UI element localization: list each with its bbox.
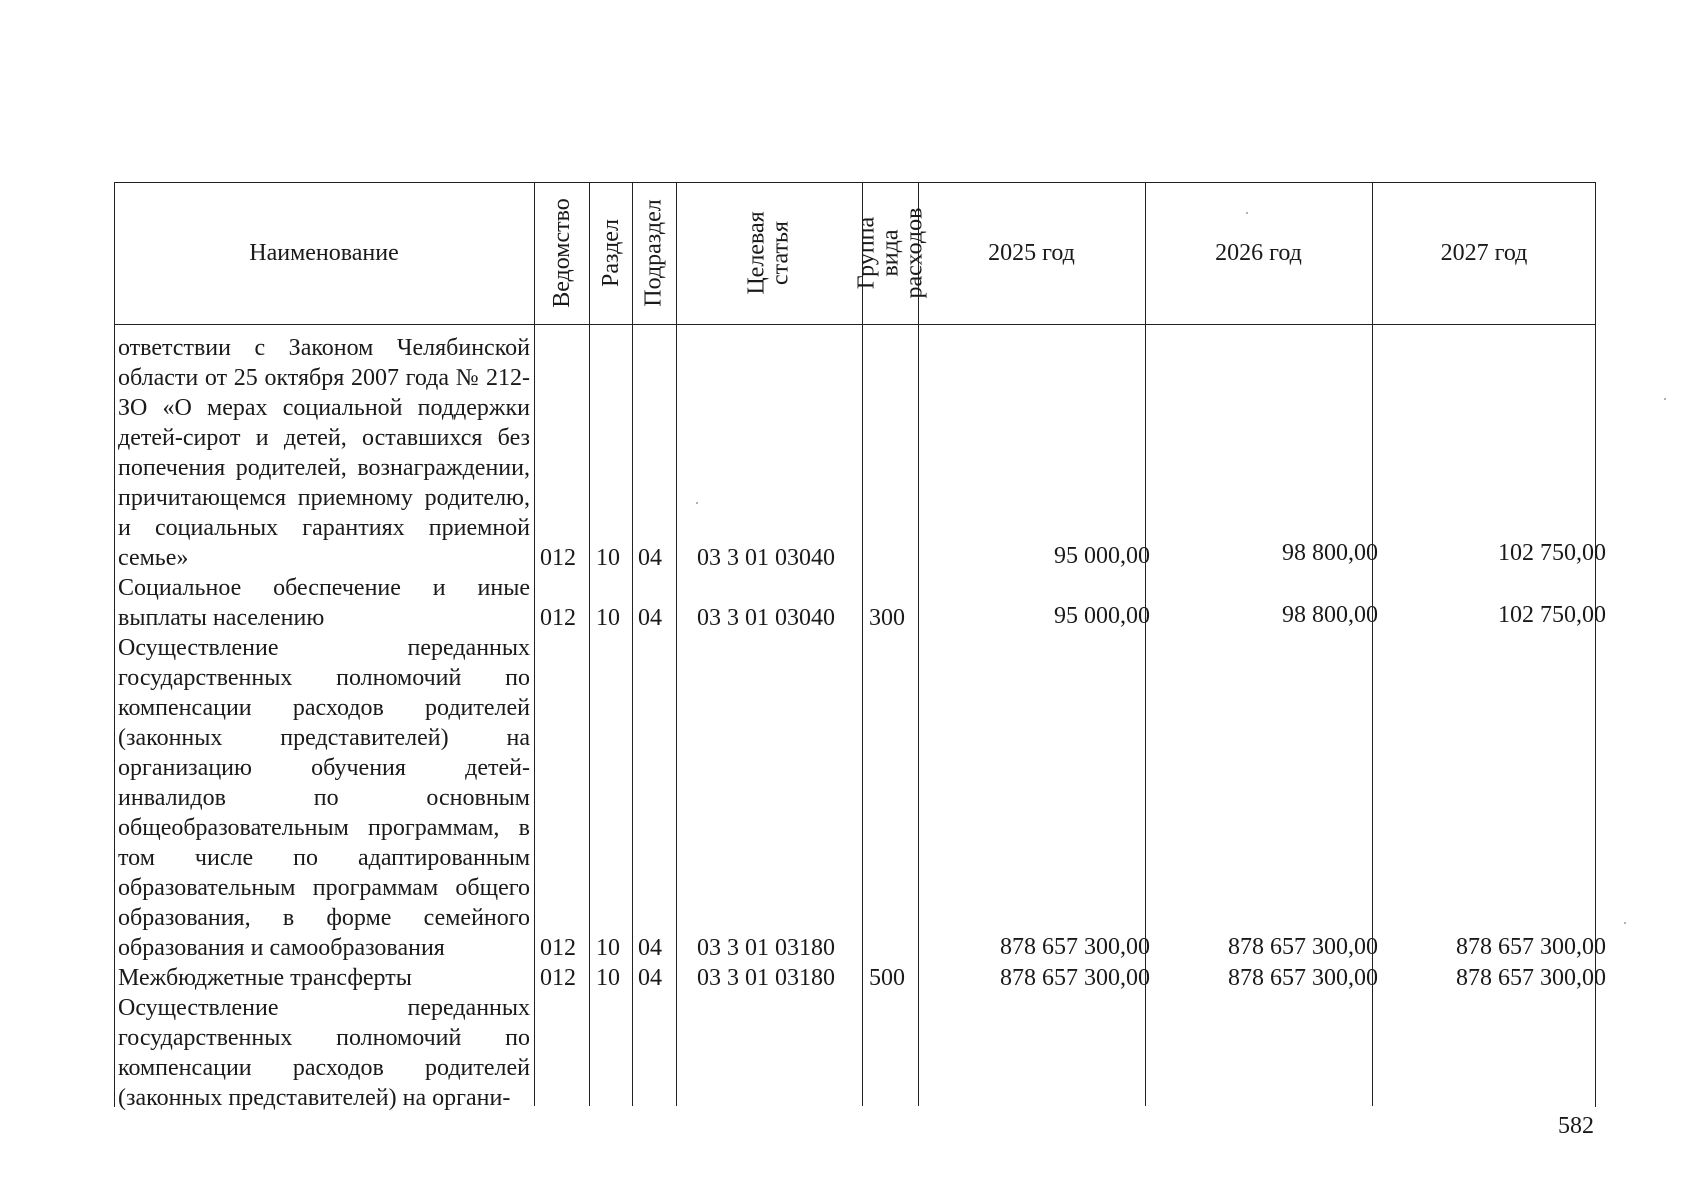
cell-gruppa: 300 bbox=[869, 605, 905, 631]
header-razdel: Раздел bbox=[597, 219, 624, 287]
cell-2027: 102 750,00 bbox=[1498, 540, 1606, 566]
table-row bbox=[114, 333, 1606, 573]
header-gruppa-vida: Группа вида расходов bbox=[853, 207, 927, 299]
cell-celevaya: 03 3 01 03040 bbox=[697, 545, 835, 571]
cell-2026: 878 657 300,00 bbox=[1228, 934, 1378, 960]
cell-razdel: 10 bbox=[596, 935, 620, 961]
cell-razdel: 10 bbox=[596, 545, 620, 571]
cell-vedomstvo: 012 bbox=[540, 935, 576, 961]
header-2026: 2026 год bbox=[1215, 239, 1302, 266]
page-number: 582 bbox=[1558, 1113, 1594, 1139]
cell-2027: 878 657 300,00 bbox=[1456, 965, 1606, 991]
table-row bbox=[114, 993, 1596, 1111]
cell-2026: 98 800,00 bbox=[1282, 540, 1378, 566]
table-row bbox=[114, 963, 1606, 993]
cell-podrazdel: 04 bbox=[638, 965, 662, 991]
header-podrazdel: Подраздел bbox=[641, 199, 668, 307]
row-name: Социальное обеспечение и иные выплаты населению bbox=[118, 575, 530, 631]
row-name: Межбюджетные трансферты bbox=[118, 965, 412, 991]
header-celevaya-statya: Целевая статья bbox=[743, 211, 794, 295]
table-row bbox=[114, 633, 1606, 963]
cell-2025: 95 000,00 bbox=[1054, 603, 1150, 629]
cell-celevaya: 03 3 01 03180 bbox=[697, 965, 835, 991]
header-vedomstvo: Ведомство bbox=[548, 198, 575, 308]
cell-2025: 878 657 300,00 bbox=[1000, 934, 1150, 960]
scan-speck bbox=[1246, 212, 1248, 214]
cell-celevaya: 03 3 01 03180 bbox=[697, 935, 835, 961]
cell-gruppa: 500 bbox=[869, 965, 905, 991]
cell-vedomstvo: 012 bbox=[540, 545, 576, 571]
cell-2027: 878 657 300,00 bbox=[1456, 934, 1606, 960]
cell-vedomstvo: 012 bbox=[540, 965, 576, 991]
header-2027: 2027 год bbox=[1440, 239, 1528, 266]
cell-podrazdel: 04 bbox=[638, 605, 662, 631]
cell-celevaya: 03 3 01 03040 bbox=[697, 605, 835, 631]
header-name: Наименование bbox=[249, 239, 399, 266]
table-row bbox=[114, 573, 1606, 633]
cell-podrazdel: 04 bbox=[638, 935, 662, 961]
cell-podrazdel: 04 bbox=[638, 545, 662, 571]
scan-speck bbox=[696, 502, 698, 504]
scan-speck bbox=[1624, 922, 1626, 924]
cell-2025: 95 000,00 bbox=[1054, 543, 1150, 569]
row-name: Осуществление переданных государственных полномочий по компенсации расходов родителей (законных представителей) на органи- bbox=[118, 995, 530, 1111]
cell-razdel: 10 bbox=[596, 965, 620, 991]
row-name: ответствии с Законом Челябинской области от 25 октября 2007 года № 212-ЗО «О мерах социальной поддержки детей-сирот и детей, оставшихся без попечения родителей, вознаграждении, причитающемся приемному родителю, и социальных гарантиях приемной семье» bbox=[118, 335, 530, 571]
header-divider bbox=[114, 324, 1596, 325]
header-2025: 2025 год bbox=[988, 239, 1075, 266]
cell-vedomstvo: 012 bbox=[540, 605, 576, 631]
row-name: Осуществление переданных государственных полномочий по компенсации расходов родителей (законных представителей) на организацию обучения детей-инвалидов по основным общеобразовательным программам, в том числе по адаптированным образовательным программам общего образования, в форме семейного образования и самообразования bbox=[118, 635, 530, 961]
cell-2027: 102 750,00 bbox=[1498, 602, 1606, 628]
scan-speck bbox=[1664, 398, 1666, 400]
cell-razdel: 10 bbox=[596, 605, 620, 631]
cell-2025: 878 657 300,00 bbox=[1000, 965, 1150, 991]
cell-2026: 98 800,00 bbox=[1282, 602, 1378, 628]
cell-2026: 878 657 300,00 bbox=[1228, 965, 1378, 991]
